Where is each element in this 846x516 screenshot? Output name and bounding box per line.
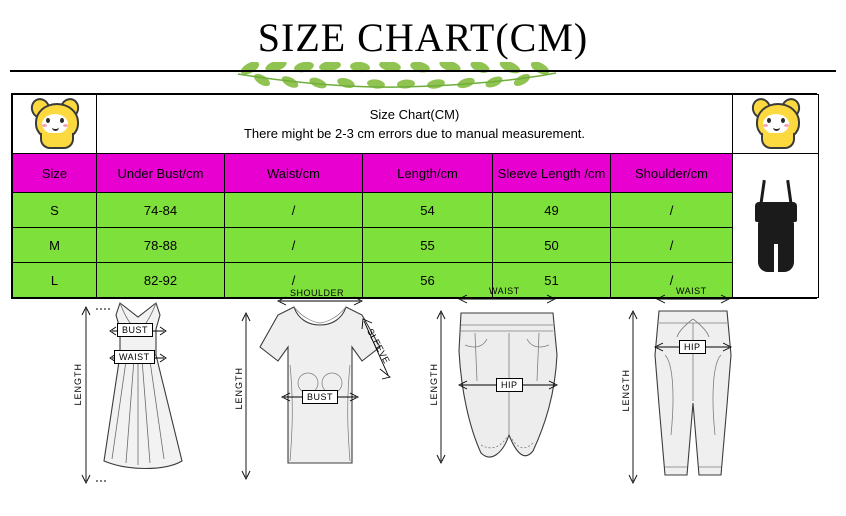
cell-waist-l: / bbox=[225, 263, 363, 298]
dress-length-label: LENGTH bbox=[73, 363, 83, 406]
vine-icon bbox=[0, 62, 846, 94]
note-line-1: Size Chart(CM) bbox=[369, 107, 460, 122]
header-shoulder: Shoulder/cm bbox=[611, 154, 733, 193]
tshirt-length-label: LENGTH bbox=[234, 367, 244, 410]
figure-dress bbox=[60, 285, 225, 511]
header-under-bust: Under Bust/cm bbox=[97, 154, 225, 193]
size-chart-table bbox=[12, 94, 819, 298]
header-sleeve-length: Sleeve Length /cm bbox=[493, 154, 611, 193]
header-length: Length/cm bbox=[363, 154, 493, 193]
cell-sleeve-m: 50 bbox=[493, 228, 611, 263]
table-note-cell bbox=[97, 95, 733, 154]
cell-under-bust-l: 82-92 bbox=[97, 263, 225, 298]
outfit-thumbnail-icon bbox=[745, 178, 807, 274]
header-waist: Waist/cm bbox=[225, 154, 363, 193]
figure-pants bbox=[615, 285, 785, 511]
cell-waist-m: / bbox=[225, 228, 363, 263]
pants-length-label: LENGTH bbox=[621, 369, 631, 412]
mascot-cell-right bbox=[733, 95, 819, 154]
dress-bust-label: BUST bbox=[117, 323, 153, 337]
cell-under-bust-s: 74-84 bbox=[97, 193, 225, 228]
size-chart-table-wrapper bbox=[11, 93, 817, 299]
cell-sleeve-s: 49 bbox=[493, 193, 611, 228]
mascot-cell-left bbox=[13, 95, 97, 154]
pants-hip-label: HIP bbox=[679, 340, 706, 354]
cell-size-l: L bbox=[13, 263, 97, 298]
tshirt-shoulder-label: SHOULDER bbox=[290, 288, 345, 298]
divider-line bbox=[10, 70, 836, 72]
shorts-length-label: LENGTH bbox=[429, 363, 439, 406]
cell-under-bust-m: 78-88 bbox=[97, 228, 225, 263]
note-line-2: There might be 2-3 cm errors due to manual measurement. bbox=[243, 126, 586, 141]
cell-length-m: 55 bbox=[363, 228, 493, 263]
measurement-figures bbox=[0, 285, 846, 511]
shorts-waist-label: WAIST bbox=[489, 286, 520, 296]
header-size: Size bbox=[13, 154, 97, 193]
figure-tshirt bbox=[232, 285, 412, 511]
table-note-row bbox=[13, 95, 819, 154]
cell-length-l: 56 bbox=[363, 263, 493, 298]
dress-waist-label: WAIST bbox=[114, 350, 155, 364]
tshirt-bust-label: BUST bbox=[302, 390, 338, 404]
table-row bbox=[13, 228, 819, 263]
pants-waist-label: WAIST bbox=[676, 286, 707, 296]
cell-sleeve-l: 51 bbox=[493, 263, 611, 298]
cell-shoulder-s: / bbox=[611, 193, 733, 228]
shorts-illustration bbox=[425, 285, 600, 511]
table-header-row bbox=[13, 154, 819, 193]
bunny-mascot-icon bbox=[750, 101, 802, 147]
figure-shorts bbox=[425, 285, 600, 511]
pants-illustration bbox=[615, 285, 785, 511]
cell-size-m: M bbox=[13, 228, 97, 263]
dress-illustration bbox=[60, 285, 225, 511]
cell-length-s: 54 bbox=[363, 193, 493, 228]
cell-waist-s: / bbox=[225, 193, 363, 228]
garment-preview-cell bbox=[733, 154, 819, 298]
shorts-hip-label: HIP bbox=[496, 378, 523, 392]
cell-size-s: S bbox=[13, 193, 97, 228]
vine-divider bbox=[0, 62, 846, 94]
bunny-mascot-icon bbox=[29, 101, 81, 147]
tshirt-sleeve-label: SLEEVE bbox=[365, 327, 392, 366]
table-row bbox=[13, 193, 819, 228]
cell-shoulder-m: / bbox=[611, 228, 733, 263]
page-title: SIZE CHART(CM) bbox=[257, 15, 589, 60]
cell-shoulder-l: / bbox=[611, 263, 733, 298]
